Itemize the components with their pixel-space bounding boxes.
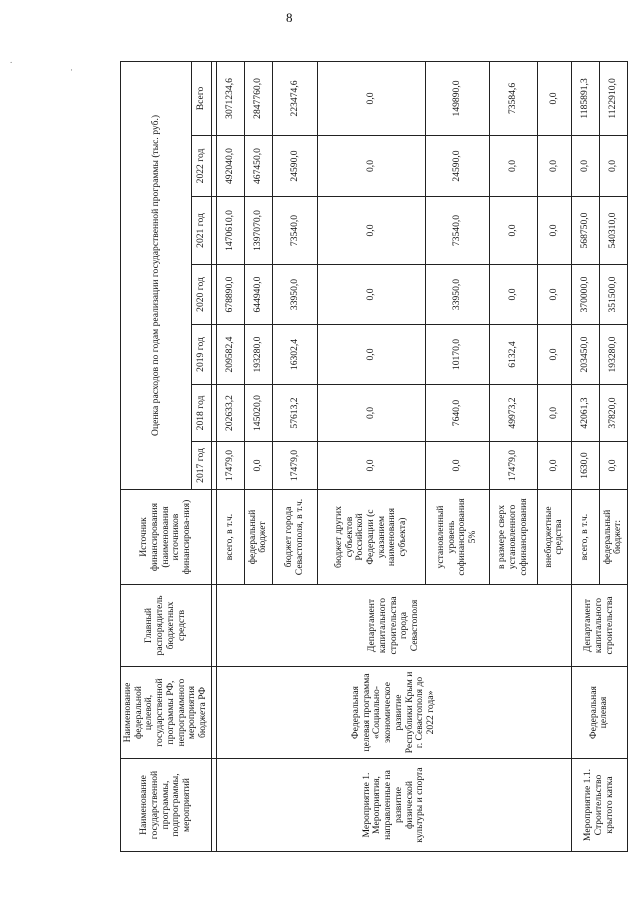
value-cell: 351500,0 [599, 265, 627, 325]
source-cell: бюджет других субъектов Российской Федерации (с указанием наименования субъекта) [317, 490, 425, 585]
value-cell: 24590,0 [425, 136, 489, 197]
value-cell: 467450,0 [244, 136, 272, 197]
total-cell: 1122910,0 [599, 61, 627, 135]
header-year: 2021 год [192, 197, 211, 265]
scan-mark: · [70, 65, 73, 75]
value-cell: 0,0 [489, 265, 537, 325]
value-cell: 0,0 [317, 136, 425, 197]
value-cell: 0,0 [317, 325, 425, 385]
table-row [216, 61, 244, 851]
value-cell: 193280,0 [244, 325, 272, 385]
value-cell: 0,0 [244, 442, 272, 490]
value-cell: 73540,0 [272, 197, 317, 265]
header-administrator: Главный распорядитель бюджетных средств [121, 585, 212, 667]
value-cell: 7640,0 [425, 385, 489, 442]
source-cell: федеральный бюджет [244, 490, 272, 585]
federal-program-cell: Федеральная целевая программа «Социально-экономическое развитие Республики Крым и г. Севастополя до 2022 года» [216, 667, 571, 759]
source-cell: федеральный бюджет: [599, 490, 627, 585]
federal-program-cell: Федеральная целевая [571, 667, 627, 759]
value-cell: 644940,0 [244, 265, 272, 325]
header-source: Источник финансирования (наименования источников финансирова-ния) [121, 490, 212, 585]
value-cell: 0,0 [489, 136, 537, 197]
source-cell: бюджет города Севастополя, в т.ч. [272, 490, 317, 585]
value-cell: 0,0 [537, 136, 571, 197]
total-cell: 3071234,6 [216, 61, 244, 135]
value-cell: 678890,0 [216, 265, 244, 325]
scan-mark: . [10, 55, 13, 65]
value-cell: 17479,0 [489, 442, 537, 490]
value-cell: 193280,0 [599, 325, 627, 385]
value-cell: 17479,0 [272, 442, 317, 490]
value-cell: 6132,4 [489, 325, 537, 385]
administrator-cell: Департамент капитального строительства города Севастополя [216, 585, 571, 667]
value-cell: 568750,0 [571, 197, 599, 265]
value-cell: 0,0 [537, 265, 571, 325]
total-cell: 223474,6 [272, 61, 317, 135]
value-cell: 202633,2 [216, 385, 244, 442]
value-cell: 24590,0 [272, 136, 317, 197]
value-cell: 16302,4 [272, 325, 317, 385]
header-year: 2020 год [192, 265, 211, 325]
value-cell: 145020,0 [244, 385, 272, 442]
value-cell: 0,0 [489, 197, 537, 265]
value-cell: 370000,0 [571, 265, 599, 325]
header-year: 2019 год [192, 325, 211, 385]
value-cell: 0,0 [317, 442, 425, 490]
value-cell: 33950,0 [272, 265, 317, 325]
value-cell: 0,0 [317, 197, 425, 265]
total-cell: 1185891,3 [571, 61, 599, 135]
value-cell: 0,0 [599, 442, 627, 490]
total-cell: 0,0 [537, 61, 571, 135]
header-estimate: Оценка расходов по годам реализации государственной программы (тыс. руб.) [121, 61, 192, 489]
total-cell: 0,0 [317, 61, 425, 135]
value-cell: 73540,0 [425, 197, 489, 265]
value-cell: 0,0 [537, 385, 571, 442]
value-cell: 0,0 [317, 265, 425, 325]
total-cell: 149890,0 [425, 61, 489, 135]
header-year: 2018 год [192, 385, 211, 442]
header-total: Всего [192, 61, 211, 135]
source-cell: всего, в т.ч. [571, 490, 599, 585]
page-number: 8 [286, 10, 293, 25]
total-cell: 73584,6 [489, 61, 537, 135]
header-federal-program: Наименование федеральной целевой, государственной программы РФ, непрограммного мероприятия бюджета РФ [121, 667, 212, 759]
value-cell: 10170,0 [425, 325, 489, 385]
value-cell: 0,0 [537, 442, 571, 490]
value-cell: 49973,2 [489, 385, 537, 442]
value-cell: 1397070,0 [244, 197, 272, 265]
value-cell: 0,0 [537, 197, 571, 265]
value-cell: 0,0 [537, 325, 571, 385]
value-cell: 37820,0 [599, 385, 627, 442]
value-cell: 540310,0 [599, 197, 627, 265]
source-cell: в размере сверх установленного софинансирования [489, 490, 537, 585]
administrator-cell: Департамент капитального строительства [571, 585, 627, 667]
budget-table [120, 61, 628, 852]
header-year: 2017 год [192, 442, 211, 490]
value-cell: 1470610,0 [216, 197, 244, 265]
header-measure: Наименование государственной программы, подпрограммы, мероприятий [121, 759, 212, 852]
measure-cell: Мероприятие 1.1. Строительство крытого катка [571, 759, 627, 852]
value-cell: 1630,0 [571, 442, 599, 490]
table-row [571, 61, 599, 851]
measure-cell: Мероприятие 1. Мероприятия, направленные на развитие физической культуры и спорта [216, 759, 571, 852]
total-cell: 2847760,0 [244, 61, 272, 135]
value-cell: 492040,0 [216, 136, 244, 197]
rotated-table-region [120, 62, 624, 852]
source-cell: всего, в т.ч. [216, 490, 244, 585]
header-year: 2022 год [192, 136, 211, 197]
value-cell: 0,0 [317, 385, 425, 442]
value-cell: 209582,4 [216, 325, 244, 385]
source-cell: установленный уровень софинансирования 5% [425, 490, 489, 585]
source-cell: внебюджетные средства [537, 490, 571, 585]
value-cell: 203450,0 [571, 325, 599, 385]
value-cell: 42061,3 [571, 385, 599, 442]
value-cell: 33950,0 [425, 265, 489, 325]
value-cell: 0,0 [425, 442, 489, 490]
value-cell: 0,0 [599, 136, 627, 197]
value-cell: 17479,0 [216, 442, 244, 490]
value-cell: 0,0 [571, 136, 599, 197]
value-cell: 57613,2 [272, 385, 317, 442]
